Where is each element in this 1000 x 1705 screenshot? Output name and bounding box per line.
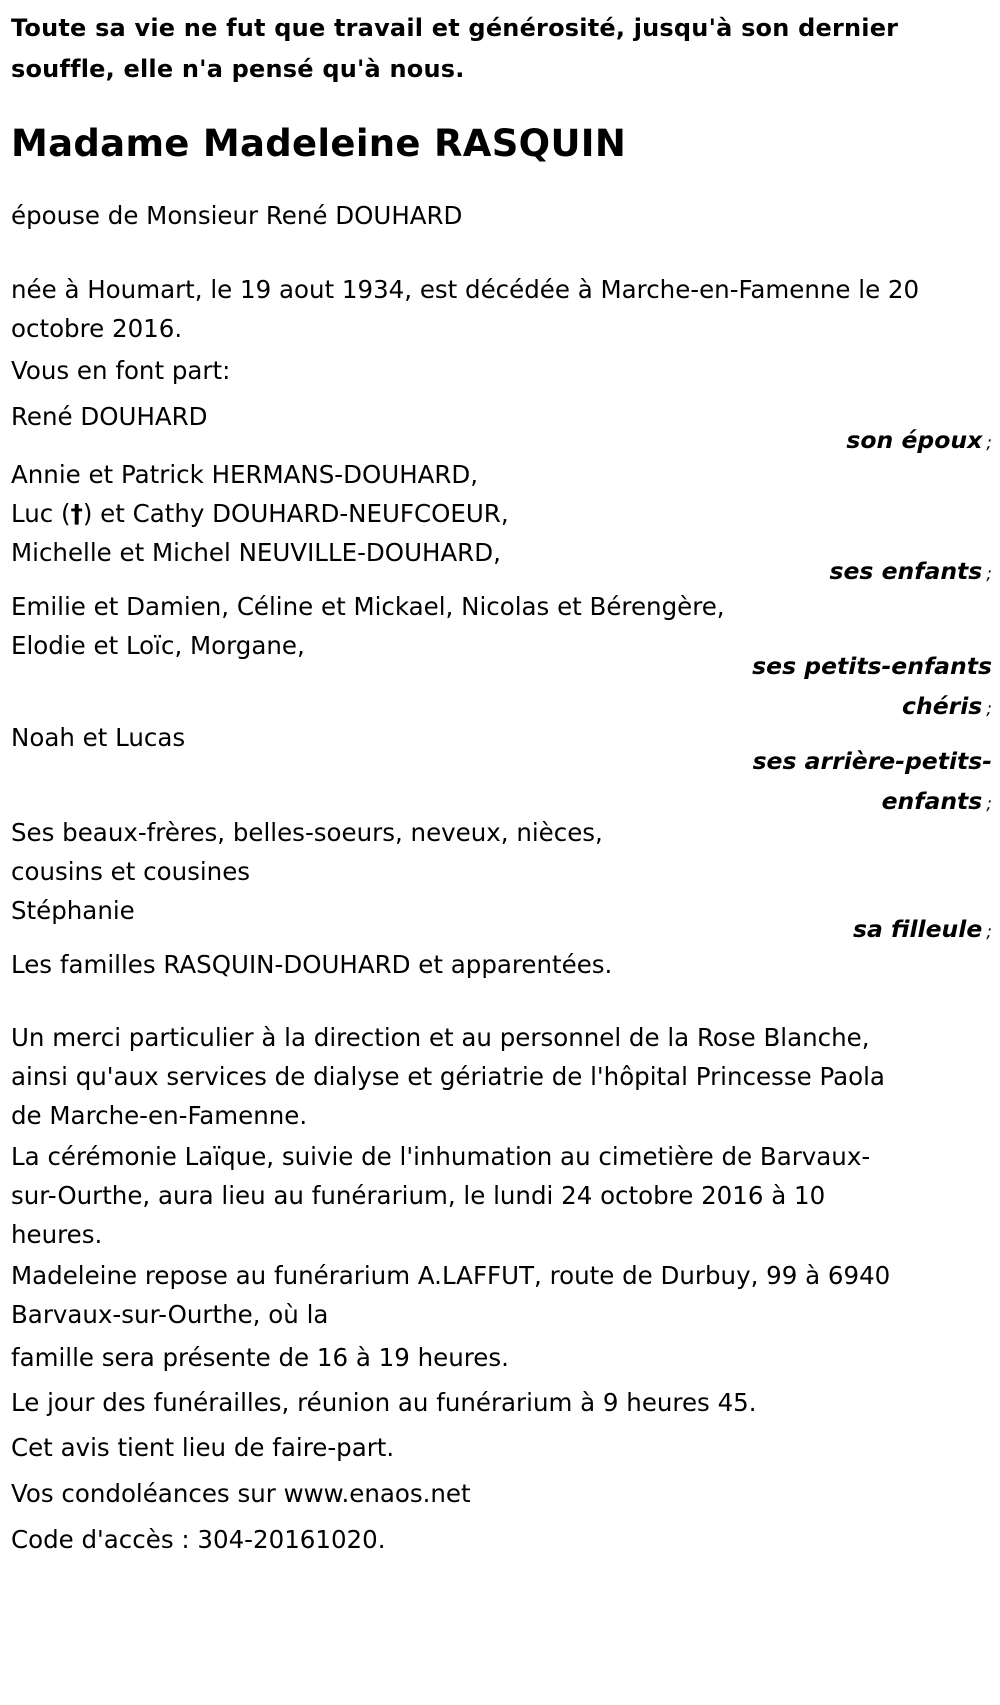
families-line: Les familles RASQUIN-DOUHARD et apparentées. [11, 950, 613, 979]
children-role: ses enfants ; [829, 557, 992, 585]
condolences-line: Vos condoléances sur www.enaos.net [11, 1479, 471, 1508]
extended-family-list: Ses beaux-frères, belles-soeurs, neveux, nièces, cousins et cousines Stéphanie [11, 818, 603, 925]
grandchildren-role: ses petits-enfants chéris ; [752, 652, 992, 720]
spouse-role: son époux ; [846, 426, 992, 454]
great-grandchildren-role: ses arrière-petits- enfants ; [752, 747, 992, 815]
family-present-line: famille sera présente de 16 à 19 heures. [11, 1343, 509, 1372]
thanks-paragraph: Un merci particulier à la direction et au personnel de la Rose Blanche, ainsi qu'aux services de dialyse et gériatrie de l'hôpital Princesse Paola de Marche-en-Famenne. [11, 1023, 885, 1130]
rest-location-paragraph: Madeleine repose au funérarium A.LAFFUT, route de Durbuy, 99 à 6940 Barvaux-sur-Ourthe, où la [11, 1261, 891, 1329]
birth-death-paragraph: née à Houmart, le 19 aout 1934, est décédée à Marche-en-Famenne le 20 octobre 2016. [11, 275, 920, 343]
notice-line: Cet avis tient lieu de faire-part. [11, 1433, 395, 1462]
epitaph-quote-line: Toute sa vie ne fut que travail et générosité, jusqu'à son dernier [11, 14, 899, 42]
epitaph-quote-line: souffle, elle n'a pensé qu'à nous. [11, 55, 465, 83]
funeral-day-line: Le jour des funérailles, réunion au funérarium à 9 heures 45. [11, 1388, 757, 1417]
goddaughter-role: sa filleule ; [852, 915, 992, 943]
grandchildren-list: Emilie et Damien, Céline et Mickael, Nicolas et Bérengère, Elodie et Loïc, Morgane, [11, 592, 725, 660]
deceased-name: Madame Madeleine RASQUIN [11, 122, 627, 165]
access-code-line: Code d'accès : 304-20161020. [11, 1525, 386, 1554]
ceremony-paragraph: La cérémonie Laïque, suivie de l'inhumation au cimetière de Barvaux- sur-Ourthe, aura lieu au funérarium, le lundi 24 octobre 2016 à 10 heures. [11, 1142, 871, 1249]
epitaph-quote [11, 8, 992, 90]
children-list: Annie et Patrick HERMANS-DOUHARD, Luc (†) et Cathy DOUHARD-NEUFCOEUR, Michelle et Michel NEUVILLE-DOUHARD, [11, 460, 509, 567]
great-grandchildren-list: Noah et Lucas [11, 723, 186, 752]
spouse-name: René DOUHARD [11, 402, 208, 431]
deceased-cross-symbol: † [70, 499, 83, 528]
spouse-line: épouse de Monsieur René DOUHARD [11, 201, 463, 230]
announcers-label: Vous en font part: [11, 356, 231, 385]
